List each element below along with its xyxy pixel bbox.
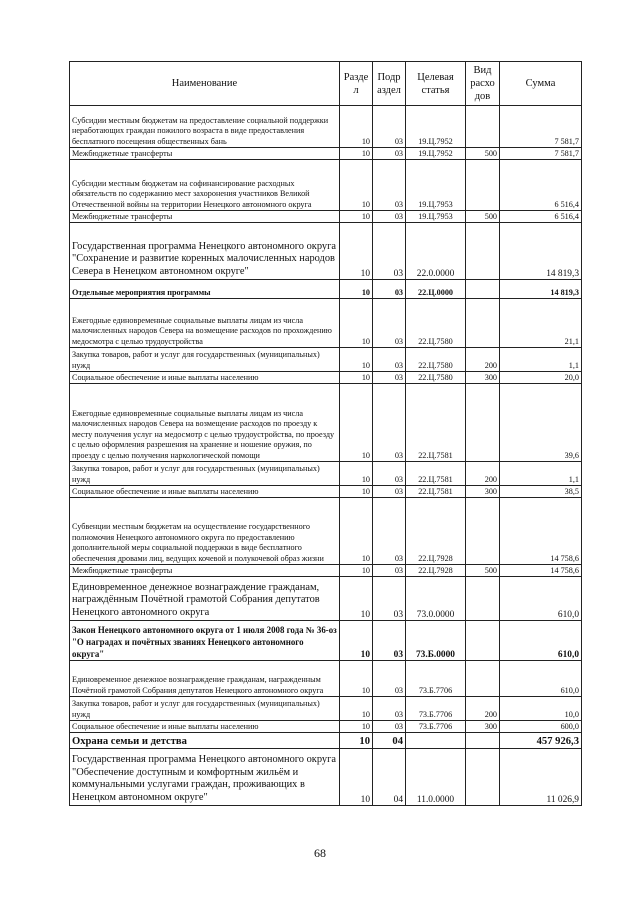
row-sum: 7 581,7 (500, 148, 582, 160)
row-sum: 14 758,6 (500, 498, 582, 565)
row-subsection: 03 (373, 211, 406, 223)
row-target: 73.0.0000 (406, 577, 466, 621)
table-row (70, 721, 582, 733)
row-name: Социальное обеспечение и иные выплаты населению (70, 372, 340, 384)
row-name: Межбюджетные трансферты (70, 211, 340, 223)
row-expense-type (466, 661, 500, 697)
row-target: 22.Ц.7580 (406, 372, 466, 384)
row-subsection: 03 (373, 372, 406, 384)
row-sum: 20,0 (500, 372, 582, 384)
header-section: Разде л (340, 62, 373, 106)
row-subsection: 03 (373, 280, 406, 299)
row-section: 10 (340, 211, 373, 223)
row-name: Отдельные мероприятия программы (70, 280, 340, 299)
row-subsection: 04 (373, 749, 406, 806)
row-section: 10 (340, 348, 373, 372)
row-section: 10 (340, 486, 373, 498)
row-sum: 38,5 (500, 486, 582, 498)
row-subsection: 03 (373, 223, 406, 280)
row-section: 10 (340, 498, 373, 565)
row-expense-type (466, 749, 500, 806)
row-name: Охрана семьи и детства (70, 733, 340, 749)
table-row (70, 280, 582, 299)
row-target: 73.Б.7706 (406, 721, 466, 733)
row-expense-type: 200 (466, 697, 500, 721)
row-subsection: 03 (373, 697, 406, 721)
header-target: Целевая статья (406, 62, 466, 106)
table-row (70, 160, 582, 211)
row-name: Закупка товаров, работ и услуг для государственных (муниципальных) нужд (70, 462, 340, 486)
header-sum: Сумма (500, 62, 582, 106)
table-row (70, 661, 582, 697)
row-name: Субсидии местным бюджетам на софинансирование расходных обязательств по содержанию мест захоронения участников Великой Отечественной войны на территории Ненецкого автономного округа (70, 160, 340, 211)
row-target: 19.Ц.7953 (406, 211, 466, 223)
row-name: Государственная программа Ненецкого автономного округа "Сохранение и развитие коренных малочисленных народов Севера в Ненецком автономном округе" (70, 223, 340, 280)
row-expense-type (466, 299, 500, 348)
row-expense-type (466, 223, 500, 280)
row-section: 10 (340, 148, 373, 160)
row-subsection: 03 (373, 462, 406, 486)
row-sum: 610,0 (500, 661, 582, 697)
row-subsection: 04 (373, 733, 406, 749)
row-section: 10 (340, 721, 373, 733)
row-sum: 600,0 (500, 721, 582, 733)
header-subsection: Подр аздел (373, 62, 406, 106)
table-row (70, 621, 582, 661)
row-section: 10 (340, 106, 373, 148)
table-row (70, 577, 582, 621)
row-subsection: 03 (373, 106, 406, 148)
row-expense-type (466, 384, 500, 462)
row-section: 10 (340, 384, 373, 462)
row-section: 10 (340, 697, 373, 721)
row-name: Единовременное денежное вознаграждение гражданам, награждённым Почётной грамотой Собрания депутатов Ненецкого автономного округа (70, 577, 340, 621)
table-row (70, 498, 582, 565)
row-target: 73.Б.7706 (406, 697, 466, 721)
row-expense-type: 300 (466, 721, 500, 733)
row-sum: 457 926,3 (500, 733, 582, 749)
row-name: Ежегодные единовременные социальные выплаты лицам из числа малочисленных народов Севера на возмещение расходов по прохождению медосмотра с целью трудоустройства (70, 299, 340, 348)
row-expense-type (466, 280, 500, 299)
row-sum: 10,0 (500, 697, 582, 721)
row-target: 19.Ц.7952 (406, 106, 466, 148)
row-expense-type (466, 160, 500, 211)
row-sum: 610,0 (500, 621, 582, 661)
row-sum: 6 516,4 (500, 160, 582, 211)
table-row (70, 223, 582, 280)
table-row (70, 106, 582, 148)
row-expense-type: 500 (466, 148, 500, 160)
row-target: 73.Б.7706 (406, 661, 466, 697)
row-section: 10 (340, 462, 373, 486)
row-target: 73.Б.0000 (406, 621, 466, 661)
table-row (70, 384, 582, 462)
row-subsection: 03 (373, 577, 406, 621)
row-expense-type: 500 (466, 565, 500, 577)
row-name: Социальное обеспечение и иные выплаты населению (70, 486, 340, 498)
table-row (70, 211, 582, 223)
row-sum: 610,0 (500, 577, 582, 621)
row-name: Государственная программа Ненецкого автономного округа "Обеспечение доступным и комфортным жильём и коммунальными услугами граждан, проживающих в Ненецком автономном округе" (70, 749, 340, 806)
row-target: 22.0.0000 (406, 223, 466, 280)
page-number: 68 (314, 846, 326, 860)
row-subsection: 03 (373, 384, 406, 462)
row-expense-type: 500 (466, 211, 500, 223)
row-sum: 14 819,3 (500, 223, 582, 280)
row-target: 19.Ц.7953 (406, 160, 466, 211)
row-expense-type: 300 (466, 486, 500, 498)
row-section: 10 (340, 621, 373, 661)
row-sum: 7 581,7 (500, 106, 582, 148)
row-name: Социальное обеспечение и иные выплаты населению (70, 721, 340, 733)
row-section: 10 (340, 372, 373, 384)
row-section: 10 (340, 280, 373, 299)
row-name: Ежегодные единовременные социальные выплаты лицам из числа малочисленных народов Севера на возмещение расходов по проезду к месту получения услуг на медосмотр с целью трудоустройства, по проезду с целью оформления разрешения на хранение и ношение оружия, по проезду с целью получения наркологической помощи (70, 384, 340, 462)
table-row (70, 733, 582, 749)
row-name: Закон Ненецкого автономного округа от 1 июля 2008 года № 36-оз "О наградах и почётных званиях Ненецкого автономного округа" (70, 621, 340, 661)
row-target: 22.Ц.7581 (406, 462, 466, 486)
row-sum: 11 026,9 (500, 749, 582, 806)
budget-table (69, 61, 582, 806)
row-subsection: 03 (373, 565, 406, 577)
table-row (70, 372, 582, 384)
row-name: Субсидии местным бюджетам на предоставление социальной поддержки неработающих граждан пожилого возраста в виде предоставления бесплатного посещения общественных бань (70, 106, 340, 148)
row-section: 10 (340, 661, 373, 697)
row-subsection: 03 (373, 621, 406, 661)
row-subsection: 03 (373, 661, 406, 697)
table-row (70, 486, 582, 498)
row-target: 22.Ц.7580 (406, 299, 466, 348)
row-expense-type: 300 (466, 372, 500, 384)
row-target: 22.Ц.7581 (406, 486, 466, 498)
row-section: 10 (340, 160, 373, 211)
row-expense-type (466, 498, 500, 565)
row-sum: 39,6 (500, 384, 582, 462)
row-expense-type (466, 106, 500, 148)
row-section: 10 (340, 749, 373, 806)
row-target: 22.Ц.7928 (406, 498, 466, 565)
row-name: Межбюджетные трансферты (70, 148, 340, 160)
header-expense-type: Вид расхо дов (466, 62, 500, 106)
row-subsection: 03 (373, 486, 406, 498)
row-target: 22.Ц.7928 (406, 565, 466, 577)
row-sum: 21,1 (500, 299, 582, 348)
table-row (70, 148, 582, 160)
row-name: Субвенции местным бюджетам на осуществление государственного полномочия Ненецкого автономного округа по предоставлению дополнительной меры социальной поддержки в виде бесплатного обеспечения дровами лиц, ведущих кочевой и полукочевой образ жизни (70, 498, 340, 565)
table-row (70, 697, 582, 721)
row-name: Закупка товаров, работ и услуг для государственных (муниципальных) нужд (70, 348, 340, 372)
row-expense-type (466, 577, 500, 621)
row-section: 10 (340, 223, 373, 280)
row-subsection: 03 (373, 348, 406, 372)
table-row (70, 565, 582, 577)
header-name: Наименование (70, 62, 340, 106)
table-row (70, 348, 582, 372)
row-subsection: 03 (373, 721, 406, 733)
row-target: 22.Ц.7581 (406, 384, 466, 462)
row-target: 19.Ц.7952 (406, 148, 466, 160)
row-section: 10 (340, 577, 373, 621)
row-expense-type (466, 621, 500, 661)
row-sum: 1,1 (500, 462, 582, 486)
row-subsection: 03 (373, 160, 406, 211)
row-section: 10 (340, 299, 373, 348)
row-subsection: 03 (373, 148, 406, 160)
row-name: Межбюджетные трансферты (70, 565, 340, 577)
row-sum: 6 516,4 (500, 211, 582, 223)
row-target: 22.Ц.0000 (406, 280, 466, 299)
row-expense-type (466, 733, 500, 749)
table-row (70, 299, 582, 348)
row-name: Единовременное денежное вознаграждение гражданам, награжденным Почётной грамотой Собрания депутатов Ненецкого автономного округа (70, 661, 340, 697)
table-row (70, 749, 582, 806)
row-target: 11.0.0000 (406, 749, 466, 806)
row-name: Закупка товаров, работ и услуг для государственных (муниципальных) нужд (70, 697, 340, 721)
row-sum: 14 819,3 (500, 280, 582, 299)
row-section: 10 (340, 565, 373, 577)
row-target (406, 733, 466, 749)
row-target: 22.Ц.7580 (406, 348, 466, 372)
row-expense-type: 200 (466, 348, 500, 372)
table-header-row (70, 62, 582, 106)
row-expense-type: 200 (466, 462, 500, 486)
row-sum: 1,1 (500, 348, 582, 372)
row-sum: 14 758,6 (500, 565, 582, 577)
row-subsection: 03 (373, 299, 406, 348)
row-subsection: 03 (373, 498, 406, 565)
table-row (70, 462, 582, 486)
row-section: 10 (340, 733, 373, 749)
